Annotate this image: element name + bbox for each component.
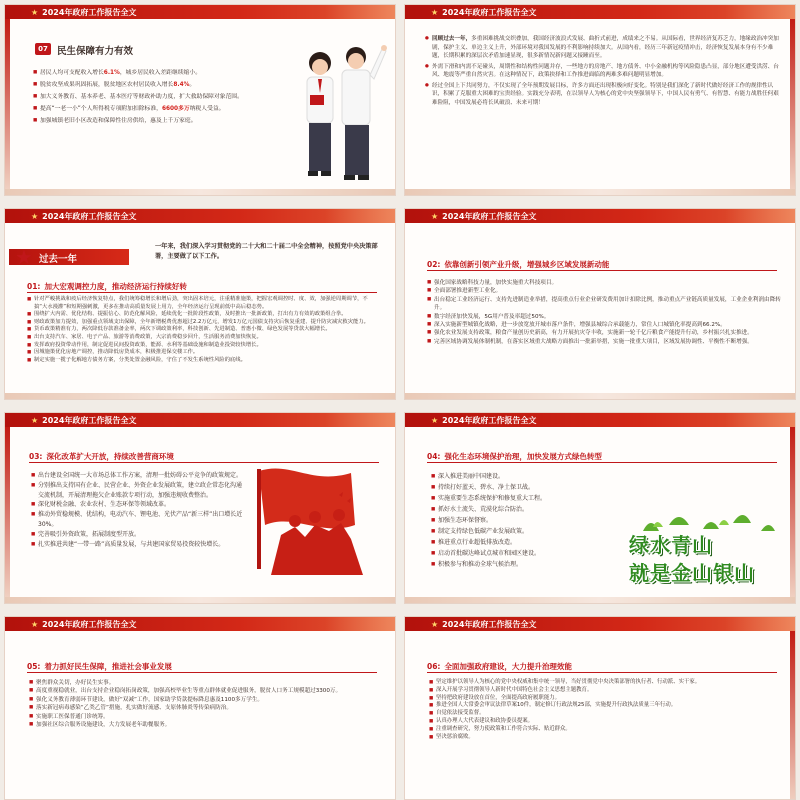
slide-6[interactable]	[404, 412, 796, 604]
slide-4[interactable]	[404, 208, 796, 400]
list-item: ■ 脱贫攻坚成果巩固拓展，脱贫地区农村居民收入增长8.4%。	[33, 79, 283, 91]
slide-footer	[5, 393, 395, 399]
section-title: 04: 强化生态环境保护治理，加快发展方式绿色转型	[427, 452, 602, 461]
section-divider	[427, 672, 777, 673]
slide-footer	[405, 189, 795, 195]
slogan-line-2: 就是金山银山	[629, 561, 755, 585]
list-item: ■ 出台建设全国统一大市场总体工作方案，清理一批妨碍公平竞争的政策规定。	[31, 471, 243, 481]
bullet-list	[431, 471, 621, 570]
section-title: 03: 深化改革扩大开放，持续改善营商环境	[29, 452, 174, 461]
header-tag: ★ 2024年政府工作报告全文	[31, 7, 136, 18]
list-item: ■ 完善吸引外资政策，拓展制度型开放。	[31, 530, 243, 540]
intro-text: 一年来，我们深入学习贯彻党的二十大和二十届二中全会精神，按照党中央决策部署，主要做了以下工作。	[155, 243, 378, 260]
header-tag: ★ 2024年政府工作报告全文	[431, 211, 536, 222]
list-item: ■ 出台支持汽车、家居、电子产品、旅游等消费政策，大宗消费稳步回升，生活服务消费加快恢复。	[27, 334, 381, 342]
list-item: ■ 制定支持绿色低碳产业发展政策。	[431, 526, 621, 537]
left-edge	[5, 427, 10, 599]
list-item: ■ 发挥政府投资带动作用，制定促进民间投资政策，能源、水利等基础设施和制造业投资较快增长。	[27, 342, 381, 350]
section-divider	[29, 462, 379, 463]
list-item: ■ 分别推出支持国有企业、民营企业、外资企业发展政策，建立政企常态化沟通交流机制，开展清理拖欠企业账款专项行动，加强违规收费整治。	[31, 481, 243, 501]
bullet-list	[425, 35, 781, 109]
right-edge	[790, 427, 795, 599]
list-item: ■ 扎实推进共建“一带一路”高质量发展，与共建国家贸易投资较快增长。	[31, 540, 243, 550]
slide-7[interactable]	[4, 616, 396, 800]
people-illustration-icon	[290, 35, 390, 185]
list-item: ■ 完善区域协调发展体制机制，在落实区域重大战略方面推出一批新举措，实施一批重大项目，区域发展协调性、平衡性不断增强。	[427, 338, 781, 346]
slide-5[interactable]	[4, 412, 396, 604]
list-item: ■ 推进重点行业超低排放改造。	[431, 537, 621, 548]
bullet-list	[31, 471, 243, 549]
list-item: ■ 居民人均可支配收入增长6.1%，城乡居民收入差距继续缩小。	[33, 67, 283, 79]
red-flag-illustration-icon	[251, 465, 371, 575]
slide-2[interactable]	[404, 4, 796, 196]
slide-footer	[5, 597, 395, 603]
bullet-list	[27, 296, 381, 364]
slide-footer	[5, 189, 395, 195]
header-tag: ★ 2024年政府工作报告全文	[31, 619, 136, 630]
slide-header-bar	[5, 413, 395, 427]
list-item: ■ 数字经济加快发展，5G用户普及率超过50%。	[427, 313, 781, 321]
star-icon: ★	[15, 245, 33, 269]
bullet-list	[29, 679, 383, 729]
bullet-list	[427, 279, 781, 346]
section-divider	[27, 292, 377, 293]
section-title: 05: 着力抓好民生保障，推进社会事业发展	[27, 662, 172, 671]
slide-header-bar	[5, 209, 395, 223]
list-item: ■ 出台稳定工业经济运行、支持先进制造业举措，提高重点行业企业研发费用加计扣除比例，推动重点产业链高质量发展，工业企业利润由降转升。	[427, 296, 781, 313]
slogan-line-1: 绿水青山	[629, 533, 713, 557]
list-item: ■ 认真办理人大代表建议和政协委员提案。	[429, 718, 779, 726]
section-title: 06: 全面加强政府建设，大力提升治理效能	[427, 662, 572, 671]
list-item: ■ 财政政策加力提效，加强重点领域支出保障，全年新增税费优惠超过2.2万亿元，增发1万亿元国债支持灾后恢复重建、提升防灾减灾救灾能力。	[27, 319, 381, 327]
list-item: ■ 推进全国人大常委会审议法律草案10件，制定修订行政法规25部，实施提升行政执法质量三年行动。	[429, 702, 779, 710]
slide-footer	[405, 393, 795, 399]
list-item: ■ 加强生态环保督察。	[431, 515, 621, 526]
list-item: ■ 落实新冠病毒感染“乙类乙管”措施，扎实做好流感、支原体肺炎等传染病防治。	[29, 704, 383, 712]
list-item: ■ 聚焦群众关切，办好民生实事。	[29, 679, 383, 687]
list-item: ■ 深入开展学习贯彻领导人新时代中国特色社会主义思想主题教育。	[429, 687, 779, 695]
slide-header-bar	[405, 209, 795, 223]
section-divider	[427, 462, 777, 463]
list-item: ■ 强化农业发展支持政策，粮食产量创历史新高，有力开展抗灾夺丰收，实施新一轮千亿斤粮食产能提升行动，乡村振兴扎实推进。	[427, 329, 781, 337]
list-item: ■ 坚定维护以领导人为核心的党中央权威和集中统一领导，当好贯彻党中央决策部署的执行者、行动派、实干家。	[429, 679, 779, 687]
list-item: ■ 提高“一老一小”个人所得税专项附加扣除标准，6600多万纳税人受益。	[33, 103, 283, 115]
list-item: ■ 围绕扩大内需、优化结构、提振信心、防范化解风险，延续优化一批阶段性政策，及时推出一批新政策，打出有力有效的政策组合拳。	[27, 311, 381, 319]
list-item: ■ 推动外贸稳规模、优结构，电动汽车、锂电池、光伏产品“新三样”出口增长近30%。	[31, 510, 243, 530]
list-item: ● 外需下滑和内需不足碰头，周期性和结构性问题并存，一些地方的房地产、地方债务、中小金融机构等风险隐患凸显，部分地区遭受洪涝、台风、地震等严重自然灾害。在这种情况下，政策抉择和工作推进面临的两难多难问题明显增加。	[425, 63, 781, 80]
list-item: ■ 深入推进美丽中国建设。	[431, 471, 621, 482]
slide-header-bar	[405, 5, 795, 19]
right-edge	[790, 19, 795, 191]
slide-8[interactable]	[404, 616, 796, 800]
slide-header-bar	[405, 413, 795, 427]
list-item: ■ 制定实施一揽子化解地方债务方案，分类处置金融风险，守住了不发生系统性风险的底线。	[27, 357, 381, 365]
slide-header-bar	[5, 617, 395, 631]
header-tag: ★ 2024年政府工作报告全文	[431, 619, 536, 630]
list-item: ● 回顾过去一年，多重困难挑战交织叠加，我国经济波浪式发展、曲折式前进，成绩来之不易。从国际看，世界经济复苏乏力，地缘政治冲突加剧，保护主义、单边主义上升，外部环境对我国发展的不利影响持续加大。从国内看，经历三年新冠疫情冲击，经济恢复发展本身有不少难题，长期积累的深层次矛盾加速显现，很多新情况新问题又接踵而至。	[425, 35, 781, 61]
list-item: ■ 强化国家战略科技力量，加快实施重大科技项目。	[427, 279, 781, 287]
list-item: ■ 抓好水土流失、荒漠化综合防治。	[431, 504, 621, 515]
section-divider	[427, 270, 777, 271]
list-item: ■ 实施职工医保普通门诊统筹。	[29, 713, 383, 721]
section-badge: 07	[35, 43, 51, 55]
list-item: ■ 强化义务教育薄弱环节建设，做好“双减”工作，国家助学贷款提标降息惠及1100多万学生。	[29, 696, 383, 704]
list-item: ■ 加强城镇老旧小区改造和保障性住房供给，惠及上千万家庭。	[33, 115, 283, 127]
list-item: ■ 高度重视稳就业，出台支持企业稳岗拓岗政策，加强高校毕业生等重点群体就业促进服务，脱贫人口务工规模超过3300万。	[29, 687, 383, 695]
slide-title: 民生保障有力有效	[57, 46, 134, 57]
list-item: ■ 加大义务教育、基本养老、基本医疗等财政补助力度，扩大救助保障对象范围。	[33, 91, 283, 103]
header-tag: ★ 2024年政府工作报告全文	[31, 211, 136, 222]
bullet-list	[429, 679, 779, 741]
list-item: ■ 坚决惩治腐败。	[429, 734, 779, 742]
list-item: ■ 深化财税金融、农业农村、生态环保等领域改革。	[31, 500, 243, 510]
list-item: ■ 积极参与和推动全球气候治理。	[431, 559, 621, 570]
past-year-banner: ★ 过去一年	[9, 249, 129, 265]
list-item: ■ 深入实施新型城镇化战略，进一步放宽放开城市落户条件，增强县城综合承载能力，常住人口城镇化率提高到66.2%。	[427, 321, 781, 329]
header-tag: ★ 2024年政府工作报告全文	[431, 7, 536, 18]
list-item: ■ 实施重要生态系统保护和修复重大工程。	[431, 493, 621, 504]
slide-header-bar	[405, 617, 795, 631]
list-item: ■ 启动首批碳达峰试点城市和园区建设。	[431, 548, 621, 559]
slide-footer	[405, 597, 795, 603]
slide-header-bar	[5, 5, 395, 19]
left-edge	[5, 19, 10, 191]
slide-1[interactable]	[4, 4, 396, 196]
list-item: ■ 注重调查研究，努力使政策和工作符合实际、贴近群众。	[429, 726, 779, 734]
section-title: 02: 依靠创新引领产业升级，增强城乡区域发展新动能	[427, 260, 610, 269]
list-item: ■ 自觉依法接受监督。	[429, 710, 779, 718]
list-item: ■ 加强社区综合服务设施建设，大力发展老年助餐服务。	[29, 721, 383, 729]
list-item: ■ 持续打好蓝天、碧水、净土保卫战。	[431, 482, 621, 493]
bullet-list	[33, 67, 283, 127]
list-item: ■ 针对严峻挑战和疫后经济恢复特点，我们统筹稳增长和增后劲，突出固本培元，注重精准施策，把握宏观调控时、度、效，加强逆周期调节，不搞“大水漫灌”和短期强刺激，更多在推动高质量发展上用力，全年经济运行呈现前低中高后稳态势。	[27, 296, 381, 311]
section-title: 01: 加大宏观调控力度，推动经济运行持续好转	[27, 282, 187, 291]
header-tag: ★ 2024年政府工作报告全文	[31, 415, 136, 426]
slide-3[interactable]	[4, 208, 396, 400]
right-edge	[790, 631, 795, 800]
section-divider	[27, 672, 377, 673]
list-item: ● 经过全国上下共同努力，不仅实现了全年预期发展目标，许多方面还出现积极向好变化。特别是我们深化了新时代做好经济工作的规律性认识，积累了克服重大困难的宝贵经验。实践充分表明，在以领导人为核心的党中央坚强领导下，中国人民有勇气、有智慧、有能力战胜任何艰难险阻，中国发展必将长风破浪、未来可期！	[425, 82, 781, 108]
header-tag: ★ 2024年政府工作报告全文	[431, 415, 536, 426]
list-item: ■ 因城施策优化房地产调控，推动降低房贷成本，积极推进保交楼工作。	[27, 349, 381, 357]
list-item: ■ 坚持把政府建设放在首位，全面提高政府履职能力。	[429, 695, 779, 703]
green-slogan	[623, 509, 788, 593]
list-item: ■ 货币政策精准有力，两次降低存款准备金率，两次下调政策利率，科技创新、先进制造、普惠小微、绿色发展等贷款大幅增长。	[27, 326, 381, 334]
list-item: ■ 全面部署推进新型工业化。	[427, 287, 781, 295]
